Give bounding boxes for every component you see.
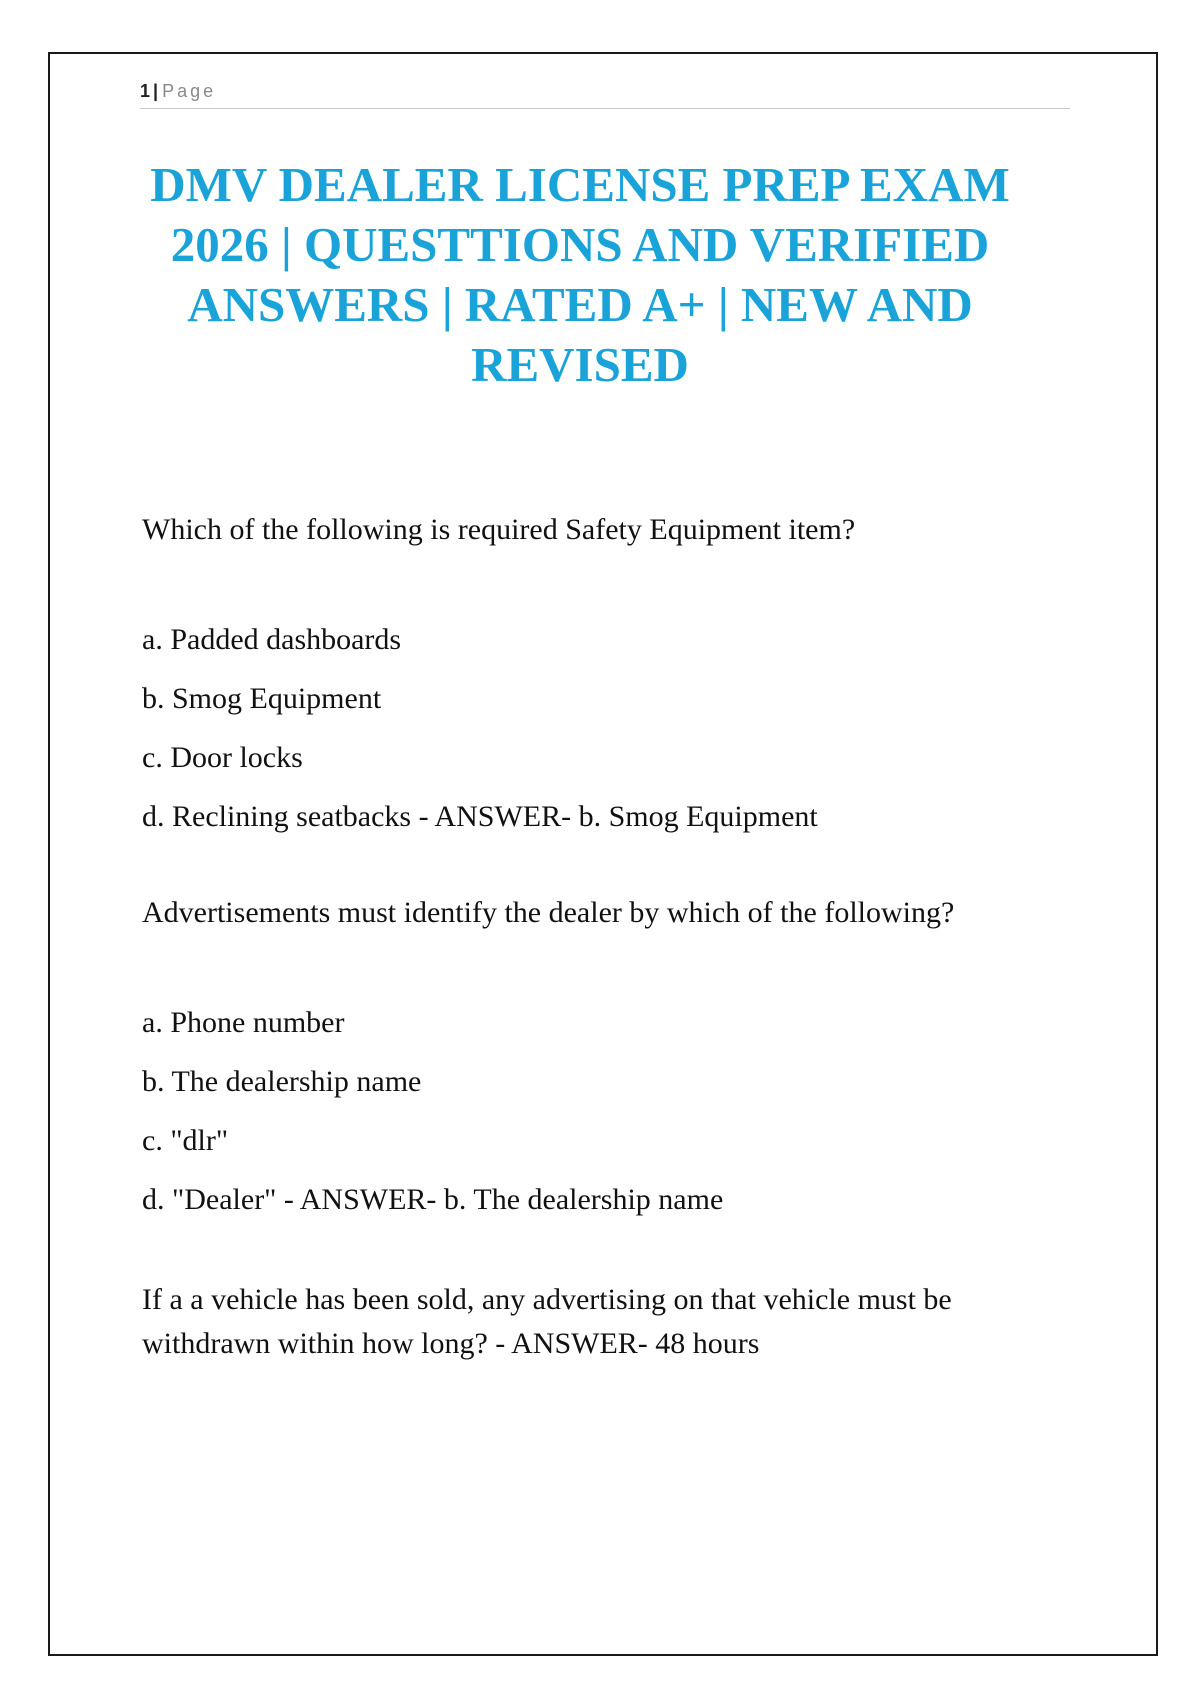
question-text-with-answer: If a a vehicle has been sold, any advertising on that vehicle must be withdrawn within how long? - ANSWER- 48 hours — [142, 1283, 952, 1360]
question-text: Which of the following is required Safety Equipment item? — [142, 513, 856, 546]
page-label: Page — [162, 81, 217, 101]
option-item-with-answer: d. "Dealer" - ANSWER- b. The dealership name — [142, 1183, 724, 1216]
page-number: 1 — [140, 81, 151, 101]
question-block-1 — [142, 512, 1042, 835]
question-block-3 — [142, 1278, 1042, 1366]
option-item-with-answer: d. Reclining seatbacks - ANSWER- b. Smog Equipment — [142, 800, 818, 833]
option-item: b. Smog Equipment — [142, 682, 382, 715]
option-item: b. The dealership name — [142, 1065, 422, 1098]
option-item: c. Door locks — [142, 741, 303, 774]
page-header — [140, 80, 1070, 109]
option-item: c. "dlr" — [142, 1124, 229, 1157]
document-body — [142, 512, 1042, 1426]
option-item: a. Phone number — [142, 1006, 345, 1039]
question-text: Advertisements must identify the dealer by which of the following? — [142, 896, 955, 929]
document-title: DMV DEALER LICENSE PREP EXAM 2026 | QUESTTIONS AND VERIFIED ANSWERS | RATED A+ | NEW AND REVISED — [150, 157, 1010, 392]
question-block-2 — [142, 895, 1042, 1218]
option-item: a. Padded dashboards — [142, 623, 402, 656]
answer-options — [142, 1005, 1042, 1218]
answer-options — [142, 622, 1042, 835]
page-separator: | — [153, 81, 159, 101]
